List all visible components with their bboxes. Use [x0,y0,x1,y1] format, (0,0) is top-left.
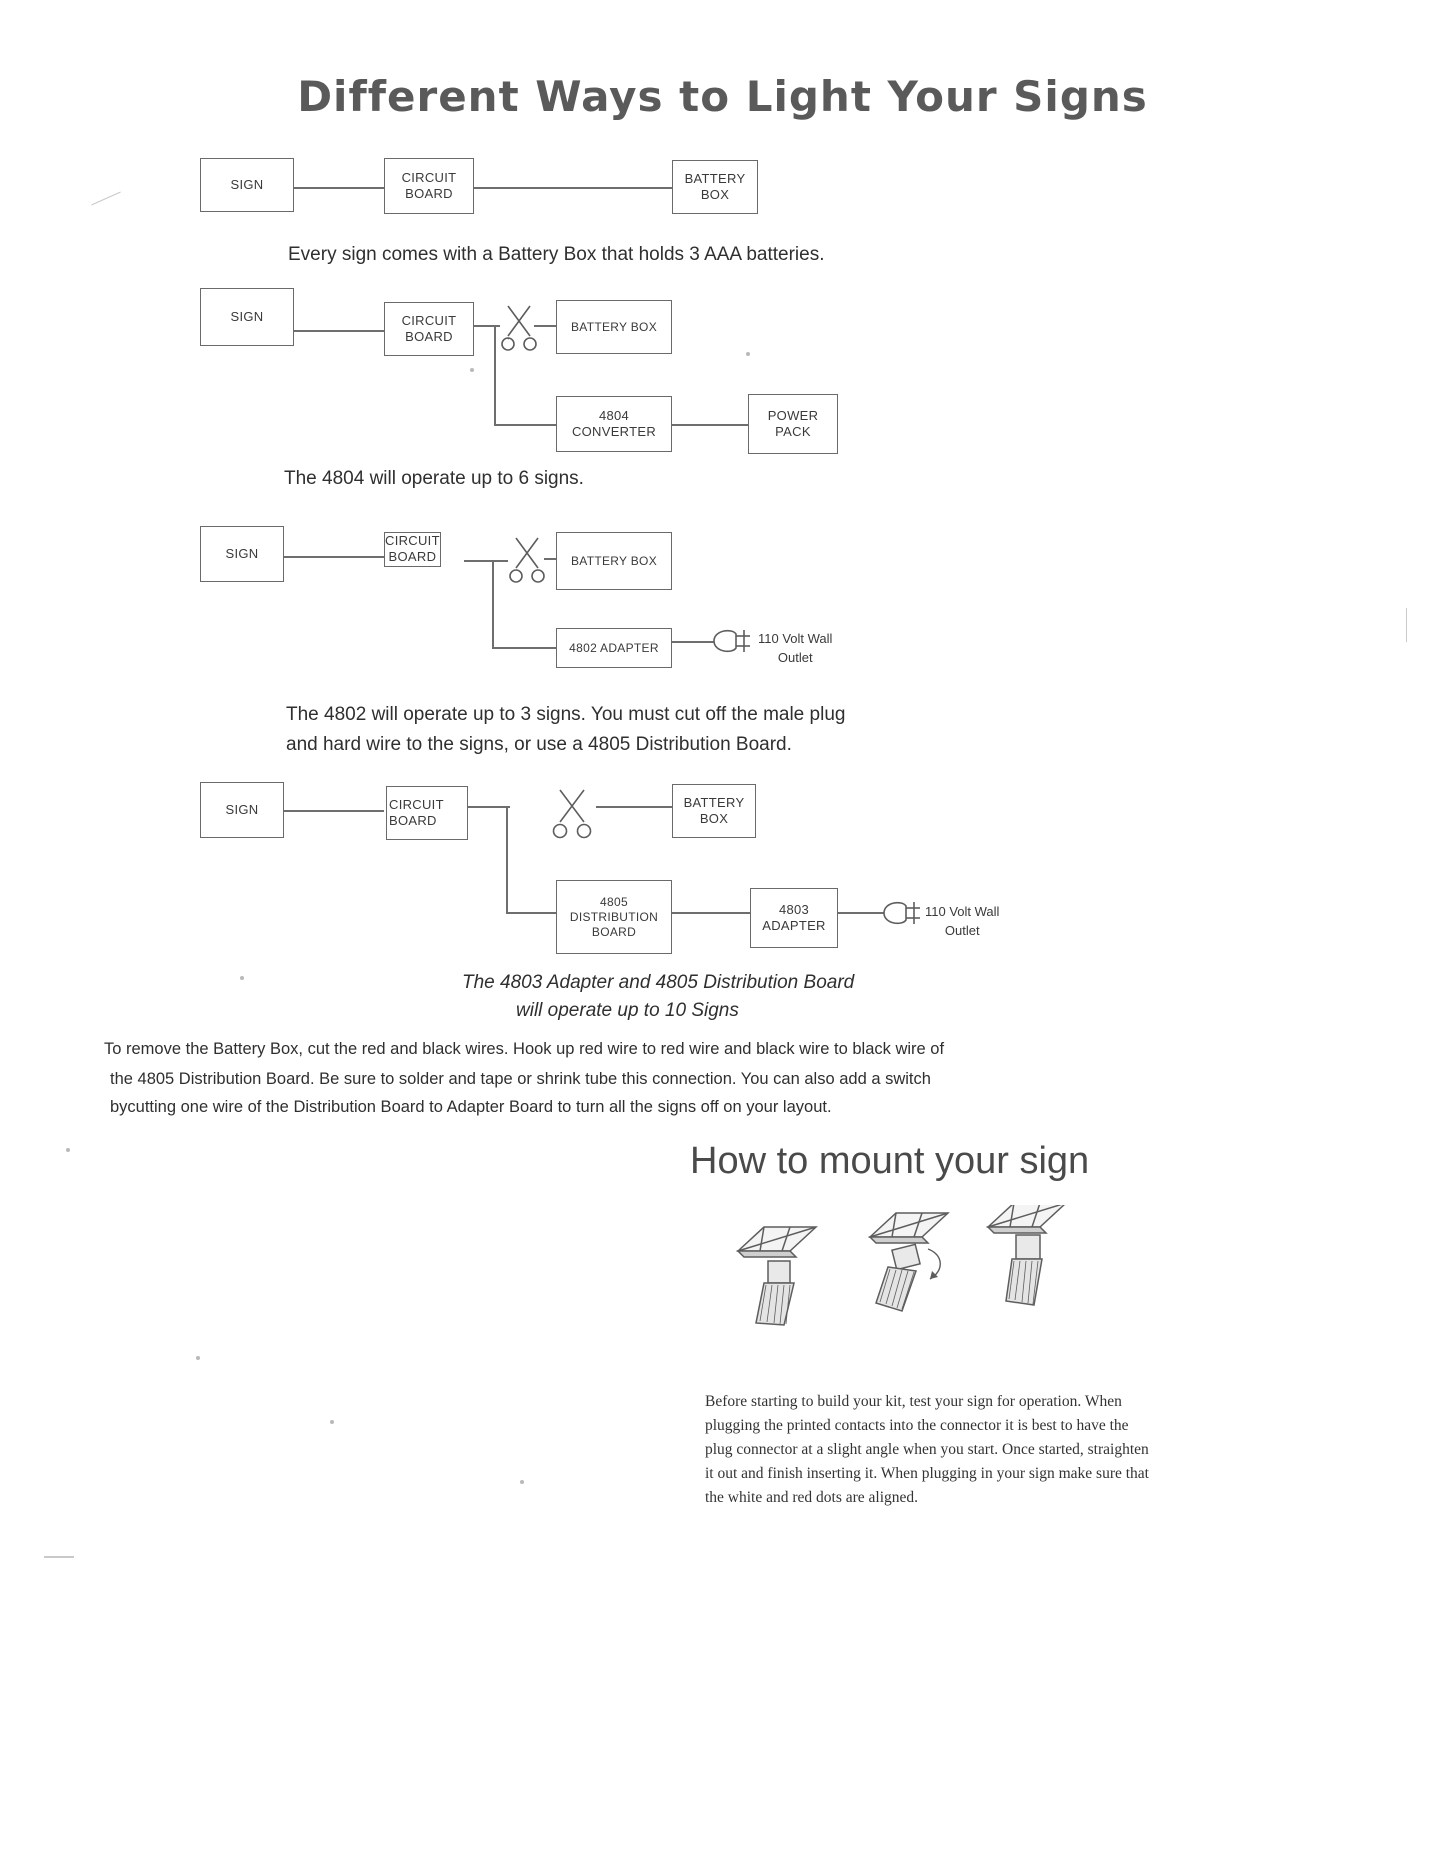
wire-branch-vertical [506,806,508,912]
box-label: CIRCUIT [401,312,457,328]
scan-edge-mark [1406,608,1407,642]
box-label: CIRCUIT [401,169,457,185]
scissors-icon [552,786,596,842]
wire-branch-to-distribution [506,912,556,914]
box-label: BOARD [591,924,637,939]
wire-sign-to-board [286,187,392,189]
note-line-2: the 4805 Distribution Board. Be sure to solder and tape or shrink tube this connection. You can also add a switch [110,1070,931,1088]
diagram-4-outlet-label [925,903,999,941]
diagram-2-converter-box [556,396,672,452]
diagram-2-circuit-board-box [384,302,474,356]
diagram-4-distribution-board-box [556,880,672,954]
box-label: BOARD [405,329,453,344]
diagram-4-battery-box [672,784,756,838]
box-label: BATTERY [683,794,745,810]
diagram-4-caption-line2: will operate up to 10 Signs [516,1000,739,1021]
box-label: PACK [775,424,811,439]
diagram-3-caption-line1: The 4802 will operate up to 3 signs. You must cut off the male plug [286,704,846,725]
diagram-4-circuit-board-box [386,786,468,840]
scan-speck [196,1356,200,1360]
box-label: BATTERY BOX [571,319,657,334]
box-label: CIRCUIT [385,533,440,548]
mount-section-title: How to mount your sign [690,1140,1090,1182]
scan-speck [470,368,474,372]
wire-branch-to-converter [494,424,556,426]
scissors-icon [508,534,548,586]
diagram-2-power-pack-box [748,394,838,454]
diagram-1-circuit-board-box [384,158,474,214]
wall-plug-icon [710,624,756,658]
wire-cut-to-battery [596,806,672,808]
scissors-icon [500,302,540,354]
mounting-note: Before starting to build your kit, test your sign for operation. When plugging the printed contacts into the connector it is best to have the plug connector at a slight angle when you start. Once started, straighten it out and finish inserting it. When plugging in your sign make sure that the white and red dots are aligned. [705,1393,1149,1507]
wire-adapter-to-outlet [836,912,884,914]
box-label: BOX [700,187,730,202]
diagram-3-circuit-board-box [384,532,441,567]
diagram-4-caption-line1: The 4803 Adapter and 4805 Distribution Board [462,972,855,993]
page-title: Different Ways to Light Your Signs [297,72,1148,121]
diagram-3-caption-line2: and hard wire to the signs, or use a 4805 Distribution Board. [286,734,792,755]
outlet-label-line2: Outlet [944,922,980,938]
diagram-4-sign-box [200,782,284,838]
diagram-2-battery-box [556,300,672,354]
box-label: 4802 ADAPTER [569,640,659,655]
wire-sign-to-board [284,330,388,332]
wire-branch-vertical [494,325,496,425]
diagram-3-battery-box [556,532,672,590]
box-label: SIGN [230,308,264,324]
box-label: BOARD [388,549,437,565]
box-label: SIGN [225,545,259,561]
wall-plug-icon [880,896,926,930]
diagram-3-adapter-box [556,628,672,668]
outlet-label-line1: 110 Volt Wall [758,631,833,646]
box-label: 4805 [600,894,628,909]
diagram-3-sign-box [200,526,284,582]
diagram-2-caption: The 4804 will operate up to 6 signs. [284,468,584,489]
note-line-3: bycutting one wire of the Distribution Board to Adapter Board to turn all the signs off on your layout. [110,1098,832,1116]
wire-board-to-cut [464,806,510,808]
box-label: BOARD [405,186,453,201]
scan-speck [330,1420,334,1424]
box-label: BOX [699,811,729,826]
outlet-label-line1: 110 Volt Wall [925,904,1000,919]
wire-sign-to-board [282,556,386,558]
box-label: SIGN [230,176,264,192]
box-label: BATTERY [684,170,746,186]
scan-speck [66,1148,70,1152]
box-label: CIRCUIT [389,796,444,812]
wire-adapter-to-outlet [670,641,714,643]
scan-edge-mark [91,192,121,206]
wire-sign-to-board [280,810,384,812]
box-label: 4803 [778,901,810,917]
box-label: SIGN [225,801,259,817]
scan-edge-mark [44,1556,74,1558]
wire-distribution-to-adapter [670,912,750,914]
box-label: BOARD [389,813,437,828]
mount-illustration [720,1205,1140,1375]
box-label: ADAPTER [762,918,826,933]
box-label: BATTERY BOX [571,553,657,568]
scan-speck [746,352,750,356]
scan-speck [520,1480,524,1484]
wire-board-to-cut [464,560,508,562]
outlet-label-line2: Outlet [777,649,813,665]
wire-branch-to-adapter [492,647,556,649]
box-label: POWER [767,407,819,423]
box-label: 4804 [598,407,630,423]
diagram-1-caption: Every sign comes with a Battery Box that holds 3 AAA batteries. [288,244,825,265]
wire-board-to-battery [464,187,676,189]
wire-converter-to-power-pack [670,424,750,426]
box-label: DISTRIBUTION [569,909,659,924]
scan-speck [240,976,244,980]
diagram-4-adapter-box [750,888,838,948]
diagram-3-outlet-label [758,630,832,668]
diagram-1-battery-box [672,160,758,214]
wire-branch-vertical [492,560,494,648]
diagram-1-sign-box [200,158,294,212]
note-line-1: To remove the Battery Box, cut the red and black wires. Hook up red wire to red wire and black wire to black wire of [104,1040,945,1058]
box-label: CONVERTER [571,424,657,439]
diagram-2-sign-box [200,288,294,346]
